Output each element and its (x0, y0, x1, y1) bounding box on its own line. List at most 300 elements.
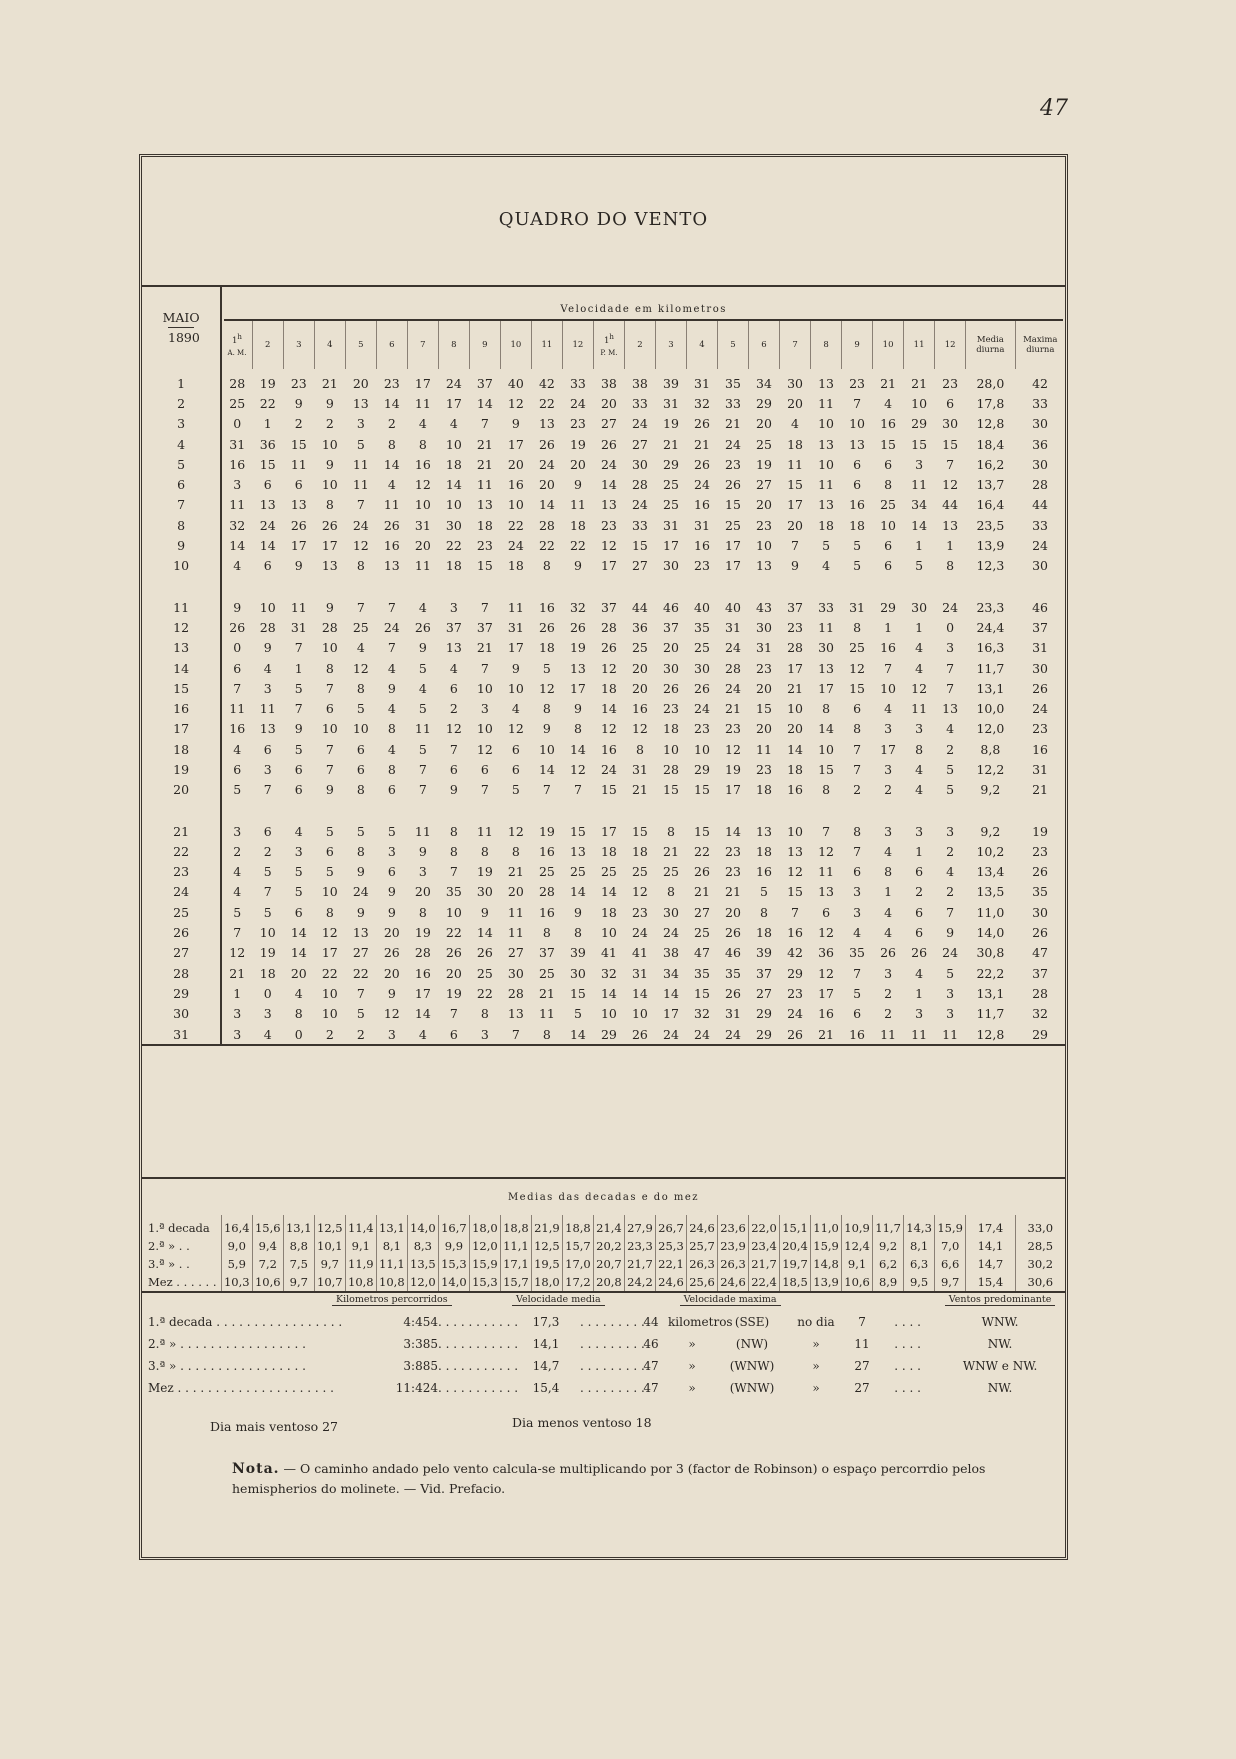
max-direction: (WNW) (729, 1359, 775, 1373)
velocity-value: 43 (756, 599, 772, 615)
velocity-value: 16 (756, 864, 772, 880)
velocity-value: 12 (507, 823, 524, 839)
velocity-value: 41 (600, 945, 617, 961)
velocity-value: 24 (717, 1024, 748, 1045)
summary-table (142, 1287, 1065, 1399)
velocity-value: 13 (942, 701, 959, 717)
media-diurna: 11,7 (976, 1006, 1005, 1022)
velocity-value: 24 (725, 436, 741, 452)
decade-value: 25,7 (686, 1237, 717, 1255)
velocity-value: 8 (760, 904, 768, 920)
velocity-value: 10 (880, 680, 897, 696)
velocity-value: 4 (511, 701, 520, 717)
velocity-value: 15 (569, 985, 586, 1001)
velocity-value: 5 (387, 823, 396, 839)
media-diurna: 16,2 (976, 456, 1005, 472)
velocity-value: 14 (229, 538, 246, 554)
velocity-value: 19 (569, 436, 586, 452)
velocity-value: 6 (438, 1024, 469, 1045)
maxima-diurna: 26 (1032, 925, 1049, 941)
maxima-diurna: 30 (1032, 904, 1049, 920)
hour-header-9 (469, 321, 500, 369)
velocity-value: 23 (694, 721, 710, 737)
velocity-value: 9 (480, 904, 489, 920)
velocity-value: 35 (445, 884, 462, 900)
velocity-value: 18 (259, 965, 276, 981)
velocity-value: 27 (600, 416, 617, 432)
velocity-value: 31 (414, 517, 431, 533)
maxima-diurna: 28 (1032, 985, 1049, 1001)
velocity-value: 24 (694, 701, 710, 717)
velocity-value: 33 (631, 395, 648, 411)
decade-title: Medias das decadas e do mez (142, 1178, 1065, 1215)
velocity-value: 8 (542, 701, 551, 717)
velocity-value: 30 (818, 640, 834, 656)
velocity-value: 12 (849, 660, 865, 676)
velocity-value: 4 (263, 660, 272, 676)
velocity-value: 11 (873, 1024, 904, 1045)
decade-media: 17,4 (966, 1215, 1016, 1237)
velocity-value: 27 (756, 985, 772, 1001)
dots: . . . . . . . . . (580, 1315, 645, 1329)
decade-label: 1.ª decada (148, 1221, 210, 1235)
decade-value: 7,0 (935, 1237, 966, 1255)
media-diurna: 16,4 (976, 497, 1005, 513)
velocity-value: 21 (725, 701, 741, 717)
velocity-value: 23 (942, 375, 959, 391)
decade-maxima: 28,5 (1015, 1237, 1065, 1255)
velocity-value: 12 (538, 680, 555, 696)
velocity-value: 18 (445, 456, 462, 472)
velocity-value: 28 (538, 884, 555, 900)
velocity-value: 3 (469, 1024, 500, 1045)
maxima-diurna: 30 (1032, 660, 1049, 676)
decade-media: 14,1 (966, 1237, 1016, 1255)
no-dia: » (812, 1359, 820, 1373)
media-diurna: 18,4 (976, 436, 1005, 452)
velocity-value: 6 (946, 395, 955, 411)
velocity-value: 4 (915, 640, 924, 656)
velocity-value: 3 (376, 1024, 407, 1045)
velocity-value: 25 (663, 477, 679, 493)
velocity-value: 20 (569, 456, 586, 472)
velocity-value: 21 (538, 985, 555, 1001)
max-day: 27 (854, 1381, 870, 1395)
velocity-value: 32 (694, 1006, 710, 1022)
velocity-value: 22 (445, 925, 462, 941)
decade-value: 6,6 (935, 1255, 966, 1273)
decade-value: 15,9 (811, 1237, 842, 1255)
velocity-value: 7 (542, 782, 551, 798)
media-diurna: 12,8 (976, 416, 1005, 432)
decade-value: 23,3 (624, 1237, 655, 1255)
velocity-value: 6 (853, 864, 862, 880)
velocity-value: 24 (631, 497, 648, 513)
velocity-value: 38 (663, 945, 679, 961)
velocity-value: 9 (387, 884, 396, 900)
velocity-value: 17 (818, 985, 834, 1001)
velocity-value: 13 (259, 721, 276, 737)
velocity-value: 12 (352, 660, 369, 676)
velocity-value: 5 (294, 864, 303, 880)
velocity-value: 7 (418, 782, 427, 798)
vel-value: 17,3 (532, 1315, 560, 1329)
velocity-value: 7 (480, 660, 489, 676)
decade-value: 14,0 (407, 1215, 438, 1237)
velocity-value: 32 (229, 517, 246, 533)
media-diurna: 13,9 (976, 538, 1005, 554)
velocity-value: 10 (756, 538, 772, 554)
decade-value: 15,3 (438, 1255, 469, 1273)
media-diurna: 28,0 (976, 375, 1005, 391)
velocity-value: 21 (811, 1024, 842, 1045)
velocity-value: 18 (849, 517, 865, 533)
velocity-value: 14 (476, 925, 493, 941)
velocity-value: 26 (538, 436, 555, 452)
velocity-value: 11 (414, 721, 431, 737)
media-diurna: 12,8 (966, 1024, 1016, 1045)
velocity-value: 15 (290, 436, 307, 452)
velocity-value: 19 (445, 985, 462, 1001)
decade-value: 8,1 (904, 1237, 935, 1255)
day-number: 9 (142, 535, 221, 555)
velocity-value: 35 (725, 965, 741, 981)
velocity-value: 12 (631, 721, 648, 737)
decade-value: 23,4 (749, 1237, 780, 1255)
decade-value: 27,9 (624, 1215, 655, 1237)
velocity-value: 6 (449, 761, 458, 777)
velocity-value: 8 (542, 558, 551, 574)
media-diurna: 12,2 (976, 761, 1005, 777)
velocity-value: 3 (915, 721, 924, 737)
velocity-value: 28 (259, 619, 276, 635)
velocity-value: 16 (600, 741, 617, 757)
table-row (142, 434, 1065, 454)
velocity-value: 9 (294, 558, 303, 574)
velocity-value: 9 (294, 721, 303, 737)
velocity-value: 40 (725, 599, 741, 615)
velocity-value: 8 (573, 925, 582, 941)
velocity-value: 15 (911, 436, 928, 452)
dots: . . . . . . . . . (580, 1359, 645, 1373)
velocity-value: 16 (694, 538, 710, 554)
velocity-value: 3 (946, 640, 955, 656)
media-diurna: 13,1 (976, 985, 1005, 1001)
velocity-value: 37 (600, 599, 617, 615)
velocity-value: 18 (756, 843, 772, 859)
maxima-diurna: 26 (1032, 864, 1049, 880)
velocity-value: 18 (756, 782, 772, 798)
velocity-value: 29 (749, 1024, 780, 1045)
velocity-value: 13 (259, 497, 276, 513)
velocity-value: 44 (631, 599, 648, 615)
day-number: 7 (142, 495, 221, 515)
velocity-value: 24 (686, 1024, 717, 1045)
decade-value: 24,6 (686, 1215, 717, 1237)
velocity-value: 5 (853, 558, 862, 574)
velocity-value: 5 (915, 558, 924, 574)
velocity-value: 25 (352, 619, 369, 635)
velocity-value: 7 (325, 680, 334, 696)
velocity-value: 8 (884, 477, 893, 493)
velocity-value: 5 (760, 884, 768, 900)
velocity-value: 31 (631, 965, 648, 981)
decade-value: 18,8 (562, 1215, 593, 1237)
hour-header-5 (345, 321, 376, 369)
velocity-value: 3 (884, 965, 893, 981)
velocity-value: 14 (476, 395, 493, 411)
decade-value: 21,9 (531, 1215, 562, 1237)
velocity-value: 6 (915, 925, 924, 941)
velocity-value: 13 (569, 660, 586, 676)
velocity-value: 10 (818, 416, 834, 432)
velocity-value: 4 (233, 741, 242, 757)
velocity-value: 18 (538, 640, 555, 656)
day-number: 21 (142, 821, 221, 841)
dots: . . . . (894, 1315, 921, 1329)
velocity-value: 13 (942, 517, 959, 533)
velocity-value: 7 (294, 640, 303, 656)
velocity-value: 7 (356, 599, 365, 615)
day-number: 25 (142, 902, 221, 922)
velocity-value: 6 (263, 477, 272, 493)
velocity-value: 11 (290, 456, 307, 472)
velocity-value: 21 (507, 864, 524, 880)
velocity-value: 8 (853, 721, 862, 737)
velocity-value: 10 (321, 1006, 338, 1022)
velocity-value: 27 (756, 477, 772, 493)
media-diurna: 13,5 (976, 884, 1005, 900)
velocity-value: 22 (569, 538, 586, 554)
title-area (142, 157, 1065, 287)
ventos-predominantes: NW. (987, 1381, 1013, 1395)
velocity-value: 15 (694, 985, 710, 1001)
velocity-value: 10 (631, 1006, 648, 1022)
velocity-value: 14 (818, 721, 834, 737)
day-number: 16 (142, 698, 221, 718)
velocity-value: 1 (263, 416, 272, 432)
velocity-value: 6 (294, 904, 303, 920)
velocity-value: 16 (787, 925, 803, 941)
velocity-value: 4 (356, 640, 365, 656)
decade-value: 10,1 (314, 1237, 345, 1255)
velocity-value: 6 (511, 761, 520, 777)
velocity-value: 18 (507, 558, 524, 574)
velocity-value: 18 (445, 558, 462, 574)
velocity-value: 24 (538, 456, 555, 472)
day-number: 15 (142, 678, 221, 698)
decade-value: 9,2 (873, 1237, 904, 1255)
velocity-value: 8 (387, 436, 396, 452)
velocity-value: 15 (942, 436, 959, 452)
velocity-value: 5 (418, 660, 427, 676)
vel-value: 15,4 (532, 1381, 560, 1395)
velocity-value: 12 (476, 741, 493, 757)
velocity-value: 8 (356, 680, 365, 696)
velocity-value: 20 (414, 538, 431, 554)
velocity-value: 1 (233, 985, 242, 1001)
velocity-value: 15 (476, 558, 493, 574)
day-number: 24 (142, 882, 221, 902)
velocity-value: 25 (569, 864, 586, 880)
velocity-value: 22 (476, 985, 493, 1001)
maxima-diurna: 31 (1032, 761, 1049, 777)
dots: . . . . (894, 1359, 921, 1373)
day-number: 23 (142, 862, 221, 882)
velocity-value: 2 (314, 1024, 345, 1045)
velocity-value: 9 (387, 680, 396, 696)
velocity-value: 3 (294, 843, 303, 859)
decade-row (142, 1237, 1065, 1255)
hour-header-12 (562, 321, 593, 369)
decade-value: 9,5 (904, 1273, 935, 1292)
max-unit: » (688, 1359, 696, 1373)
hour-header-21 (842, 321, 873, 369)
velocity-value: 10 (321, 721, 338, 737)
velocity-value: 32 (600, 965, 617, 981)
velocity-value: 23 (476, 538, 493, 554)
velocity-value: 3 (233, 1006, 242, 1022)
velocity-value: 14 (631, 985, 648, 1001)
velocity-value: 12 (818, 965, 834, 981)
velocity-value: 11 (538, 1006, 555, 1022)
velocity-value: 26 (694, 680, 710, 696)
decade-value: 15,9 (469, 1255, 500, 1273)
velocity-value: 7 (946, 660, 955, 676)
velocity-value: 35 (694, 619, 710, 635)
maxima-diurna: 29 (1015, 1024, 1065, 1045)
vent-header (935, 1287, 1065, 1311)
velocity-value: 6 (325, 701, 334, 717)
velocity-value: 7 (480, 599, 489, 615)
velocity-value: 25 (538, 864, 555, 880)
media-diurna: 24,4 (976, 619, 1005, 635)
velocity-value: 7 (853, 761, 862, 777)
velocity-value: 30 (631, 456, 648, 472)
velocity-value: 12 (725, 741, 741, 757)
decade-value: 18,8 (500, 1215, 531, 1237)
velocity-value: 33 (725, 395, 741, 411)
velocity-value: 15 (600, 782, 617, 798)
velocity-value: 23 (787, 985, 803, 1001)
decade-value: 14,0 (438, 1273, 469, 1292)
day-number: 4 (142, 434, 221, 454)
velocity-value: 38 (631, 375, 648, 391)
velocity-value: 25 (663, 864, 679, 880)
maxima-diurna: 44 (1032, 497, 1049, 513)
table-row (142, 719, 1065, 739)
velocity-value: 16 (880, 640, 897, 656)
velocity-value: 17 (600, 558, 617, 574)
velocity-value: 11 (787, 456, 803, 472)
velocity-value: 40 (507, 375, 524, 391)
velocity-value: 6 (263, 823, 272, 839)
velocity-value: 31 (229, 436, 246, 452)
no-dia: » (812, 1337, 820, 1351)
velocity-value: 7 (356, 985, 365, 1001)
velocity-value: 11 (476, 477, 493, 493)
media-diurna: 14,0 (976, 925, 1005, 941)
hour-header-20 (811, 321, 842, 369)
decade-value: 19,7 (780, 1255, 811, 1273)
decade-value: 13,1 (376, 1215, 407, 1237)
velocity-value: 26 (725, 985, 741, 1001)
decade-value: 20,4 (780, 1237, 811, 1255)
velocity-value: 7 (449, 1006, 458, 1022)
note-text: — O caminho andado pelo vento calcula-se multiplicando por 3 (factor de Robinson) o espaço percorrdio pelos hemispherios do molinete. — Vid. Prefacio. (232, 1461, 986, 1496)
velocity-value: 30 (942, 416, 959, 432)
decade-value: 5,9 (221, 1255, 252, 1273)
velocity-value: 25 (694, 925, 710, 941)
velocity-value: 29 (756, 1006, 772, 1022)
velocity-value: 8 (531, 1024, 562, 1045)
velocity-value: 39 (663, 375, 679, 391)
velocity-value: 15 (756, 701, 772, 717)
velocity-value: 26 (445, 945, 462, 961)
hour-header-2 (252, 321, 283, 369)
velocity-value: 4 (791, 416, 799, 432)
decade-value: 10,3 (221, 1273, 252, 1292)
summary-label: 2.ª » . . . . . . . . . . . . . . . . . (148, 1337, 306, 1351)
hour-label: 3 (296, 340, 302, 350)
velocity-value: 7 (822, 823, 831, 839)
hour-label: 2 (637, 340, 643, 350)
day-number: 8 (142, 515, 221, 535)
velocity-value: 19 (259, 375, 276, 391)
velocity-value: 5 (822, 538, 831, 554)
km-value: 3:885 (403, 1359, 438, 1373)
velocity-value: 28 (538, 517, 555, 533)
hour-label: 10 (510, 340, 522, 350)
decade-value: 23,6 (718, 1215, 749, 1237)
day-number: 31 (142, 1024, 221, 1045)
hour-header-13 (593, 321, 624, 369)
velocity-value: 7 (449, 741, 458, 757)
dots: . . . . (894, 1381, 921, 1395)
table-row (142, 495, 1065, 515)
velocity-value: 8 (387, 761, 396, 777)
media-diurna: 23,3 (976, 599, 1005, 615)
velocity-value: 13 (290, 497, 307, 513)
maxima-diurna: 31 (1032, 640, 1049, 656)
velocity-value: 8 (356, 558, 365, 574)
velocity-value: 27 (694, 904, 710, 920)
velocity-value: 30 (663, 558, 679, 574)
day-number: 26 (142, 922, 221, 942)
media-diurna: 12,0 (976, 721, 1005, 737)
velocity-value: 17 (725, 782, 741, 798)
velocity-value: 18 (600, 843, 617, 859)
velocity-value: 5 (853, 985, 862, 1001)
velocity-value: 9 (791, 558, 799, 574)
velocity-value: 6 (822, 904, 831, 920)
velocity-value: 5 (418, 741, 427, 757)
velocity-value: 32 (569, 599, 586, 615)
velocity-value: 19 (569, 640, 586, 656)
hour-label: 2 (265, 340, 271, 350)
maxima-diurna: 24 (1032, 538, 1049, 554)
velocity-value: 0 (263, 985, 272, 1001)
velocity-value: 31 (631, 761, 648, 777)
hour-label: 1 (232, 335, 238, 346)
velocity-value: 15 (880, 436, 897, 452)
decade-value: 9,7 (283, 1273, 314, 1292)
velocity-value: 21 (694, 884, 710, 900)
velocity-value: 30 (756, 619, 772, 635)
table-row (142, 393, 1065, 413)
velocity-value: 13 (352, 395, 369, 411)
velocity-value: 10 (787, 823, 803, 839)
